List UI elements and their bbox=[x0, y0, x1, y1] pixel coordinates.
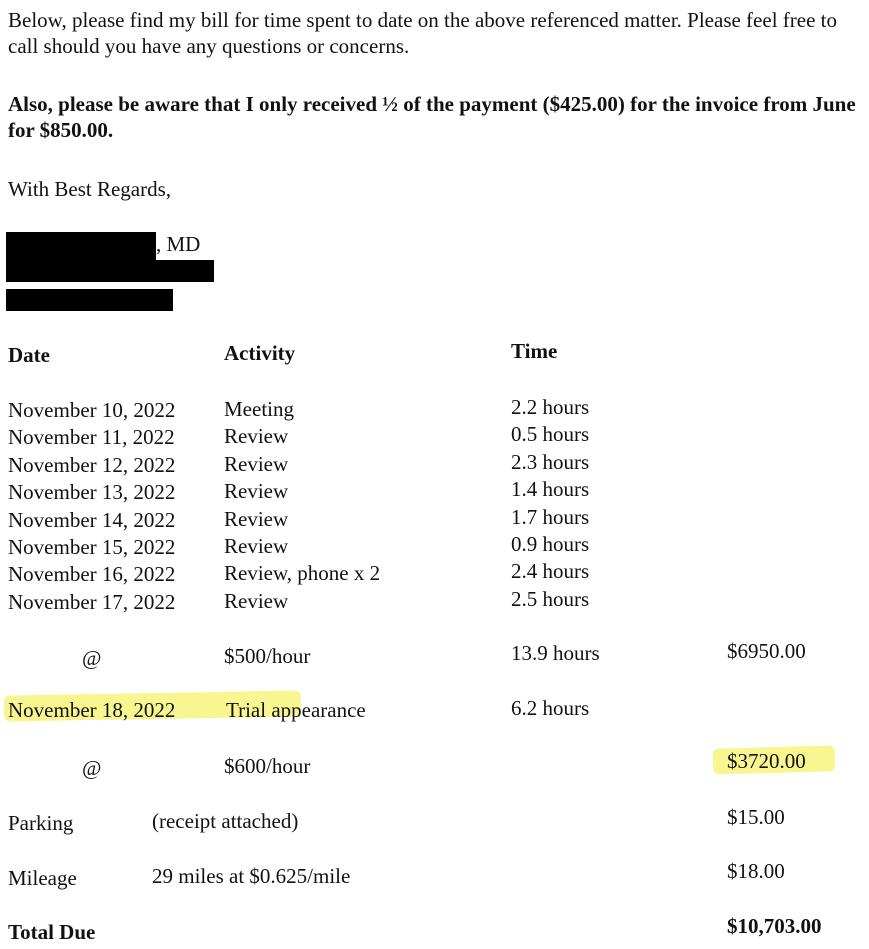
entry-time: 1.7 hours bbox=[511, 504, 590, 529]
subtotal-hours: 13.9 hours bbox=[511, 641, 600, 665]
redacted-address-line-1 bbox=[6, 260, 214, 282]
parking-amount: $15.00 bbox=[727, 805, 785, 829]
trial-activity: Trial appearance bbox=[226, 698, 366, 722]
signature-credential: , MD bbox=[156, 232, 201, 256]
entry-time: 2.5 hours bbox=[511, 586, 590, 611]
entry-activity: Review bbox=[224, 534, 289, 558]
header-time: Time bbox=[511, 339, 558, 363]
total-label: Total Due bbox=[8, 920, 96, 944]
mileage-amount: $18.00 bbox=[727, 859, 785, 883]
subtotal-amount-2: $3720.00 bbox=[727, 749, 806, 773]
at-symbol-2: @ bbox=[82, 756, 102, 780]
mileage-note: 29 miles at $0.625/mile bbox=[152, 864, 351, 888]
entry-date: November 10, 2022 bbox=[8, 398, 176, 422]
entry-time: 1.4 hours bbox=[511, 477, 590, 502]
header-activity: Activity bbox=[224, 341, 296, 365]
entry-date: November 17, 2022 bbox=[8, 589, 176, 614]
intro-paragraph: Below, please find my bill for time spent to date on the above referenced matter. Please feel free to call should you have any questions or concerns. bbox=[8, 8, 837, 58]
entry-date: November 13, 2022 bbox=[8, 480, 176, 505]
trial-date: November 18, 2022 bbox=[8, 698, 176, 722]
header-date: Date bbox=[8, 343, 50, 367]
at-symbol-1: @ bbox=[82, 646, 102, 670]
entry-activity: Review bbox=[224, 451, 289, 476]
entry-activity: Review bbox=[224, 588, 289, 613]
trial-hours: 6.2 hours bbox=[511, 696, 590, 720]
payment-notice: Also, please be aware that I only received ½ of the payment ($425.00) for the invoice from June for $850.00. bbox=[8, 92, 856, 142]
parking-note: (receipt attached) bbox=[152, 809, 299, 833]
entry-date: November 16, 2022 bbox=[8, 562, 176, 587]
rate-500: $500/hour bbox=[224, 644, 311, 668]
entry-activity: Review bbox=[224, 424, 289, 449]
entry-activity: Review bbox=[224, 479, 289, 504]
entry-activity: Review bbox=[224, 506, 289, 531]
entry-date: November 15, 2022 bbox=[8, 535, 176, 559]
total-amount: $10,703.00 bbox=[727, 914, 822, 938]
subtotal-amount-1: $6950.00 bbox=[727, 639, 806, 663]
mileage-label: Mileage bbox=[8, 866, 77, 890]
entry-time: 0.5 hours bbox=[511, 422, 590, 447]
entry-time: 0.9 hours bbox=[511, 532, 590, 556]
entry-activity: Meeting bbox=[224, 397, 294, 421]
entry-date: November 11, 2022 bbox=[8, 425, 175, 450]
parking-label: Parking bbox=[8, 811, 74, 835]
redacted-name bbox=[6, 232, 156, 260]
entry-time: 2.2 hours bbox=[511, 395, 590, 419]
rate-600: $600/hour bbox=[224, 754, 311, 778]
redacted-address-line-2 bbox=[6, 289, 173, 311]
entry-time: 2.4 hours bbox=[511, 559, 590, 584]
entry-date: November 14, 2022 bbox=[8, 507, 176, 532]
closing-line: With Best Regards, bbox=[8, 177, 172, 201]
entry-time: 2.3 hours bbox=[511, 449, 590, 474]
entry-date: November 12, 2022 bbox=[8, 452, 176, 477]
entry-activity: Review, phone x 2 bbox=[224, 561, 381, 586]
